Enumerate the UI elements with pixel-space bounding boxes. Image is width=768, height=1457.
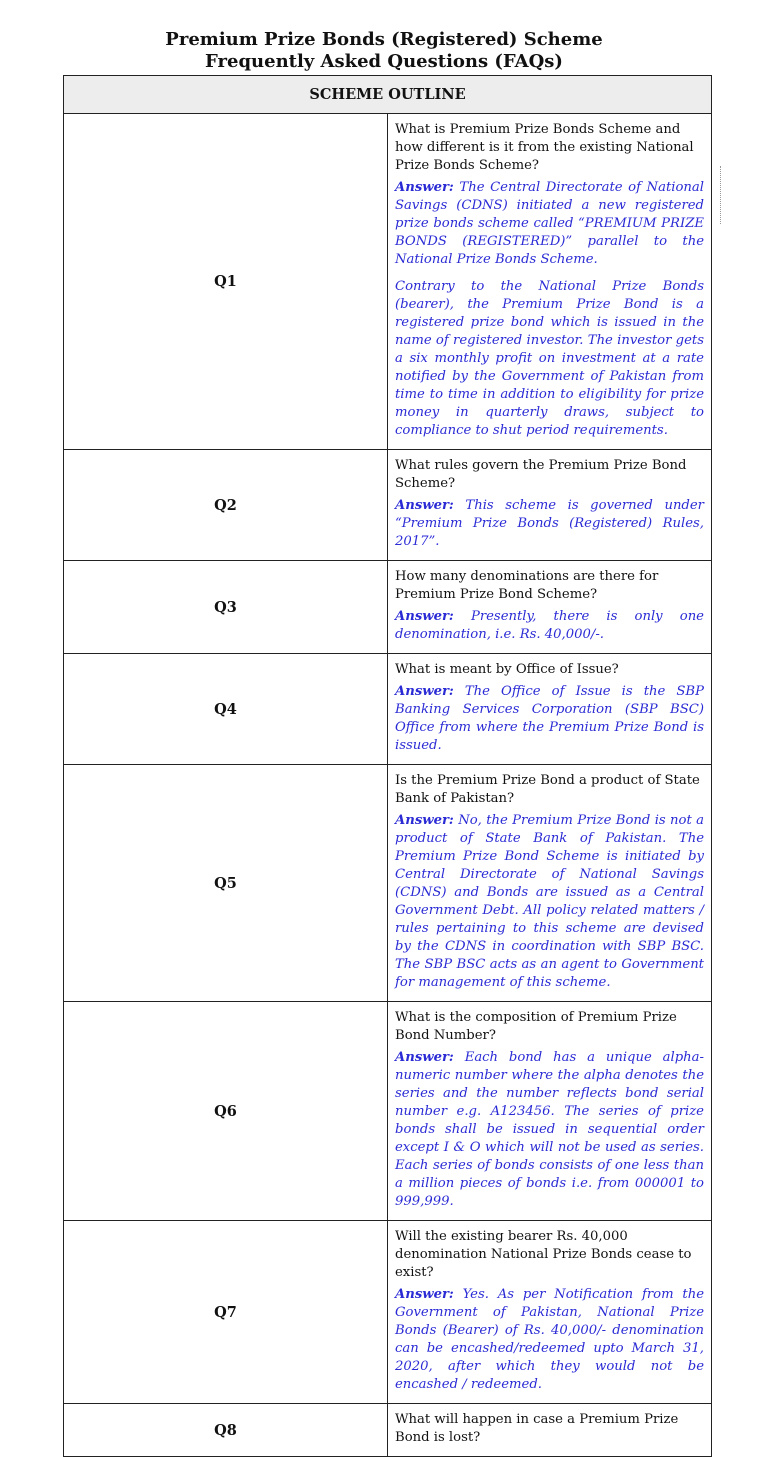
faq-row-q8 xyxy=(64,1404,712,1457)
question-number: Q8 xyxy=(64,1404,388,1457)
question-text: What is Premium Prize Bonds Scheme and how different is it from the existing National Prize Bonds Scheme? xyxy=(395,122,694,173)
answer-text xyxy=(395,179,704,269)
answer-body: This scheme is governed under “Premium Prize Bonds (Registered) Rules, 2017”. xyxy=(395,498,704,549)
faq-row-q2 xyxy=(64,450,712,561)
answer-body: Presently, there is only one denomination, i.e. Rs. 40,000/-. xyxy=(395,609,704,642)
question-text: What rules govern the Premium Prize Bond Scheme? xyxy=(395,458,687,491)
question-text: What will happen in case a Premium Prize Bond is lost? xyxy=(395,1412,679,1445)
question-number: Q7 xyxy=(64,1221,388,1404)
page-subtitle: Frequently Asked Questions (FAQs) xyxy=(205,51,563,72)
question-number: Q4 xyxy=(64,654,388,765)
faq-row-q4 xyxy=(64,654,712,765)
faq-row-q6 xyxy=(64,1002,712,1221)
margin-mark xyxy=(720,166,723,224)
faq-row-q7 xyxy=(64,1221,712,1404)
question-number: Q3 xyxy=(64,561,388,654)
answer-body: No, the Premium Prize Bond is not a product of State Bank of Pakistan. The Premium Prize Bond Scheme is initiated by Central Directorate of National Savings (CDNS) and Bonds are issued as a Central Government Debt. All policy related matters / rules pertaining to this scheme are devised by the CDNS in coordination with SBP BSC. The SBP BSC acts as an agent to Government for management of this scheme. xyxy=(395,813,704,990)
answer-body: Yes. As per Notification from the Government of Pakistan, National Prize Bonds (Bearer) of Rs. 40,000/- denomination can be encashed/redeemed upto March 31, 2020, after which they would not be encashed / redeemed. xyxy=(395,1287,704,1392)
question-number: Q5 xyxy=(64,765,388,1002)
answer-extra-text: Contrary to the National Prize Bonds (bearer), the Premium Prize Bond is a registered prize bond which is issued in the name of registered investor. The investor gets a six monthly profit on investment at a rate notified by the Government of Pakistan from time to time in addition to eligibility for prize money in quarterly draws, subject to compliance to shut period requirements. xyxy=(395,279,704,438)
answer-text xyxy=(395,1049,704,1211)
answer-label: Answer: xyxy=(395,498,454,513)
faq-cell xyxy=(388,1221,712,1404)
faq-cell xyxy=(388,1404,712,1457)
faq-cell xyxy=(388,114,712,450)
answer-text xyxy=(395,497,704,551)
faq-table xyxy=(63,75,712,1457)
question-number: Q1 xyxy=(64,114,388,450)
faq-cell xyxy=(388,654,712,765)
answer-body: Each bond has a unique alpha-numeric number where the alpha denotes the series and the number reflects bond serial number e.g. A123456. The series of prize bonds shall be issued in sequential order except I & O which will not be used as series. Each series of bonds consists of one less than a million pieces of bonds i.e. from 000001 to 999,999. xyxy=(395,1050,704,1209)
question-text: Will the existing bearer Rs. 40,000 denomination National Prize Bonds cease to exist? xyxy=(395,1229,692,1280)
section-title: SCHEME OUTLINE xyxy=(64,76,712,114)
answer-body: The Office of Issue is the SBP Banking Services Corporation (SBP BSC) Office from where the Premium Prize Bond is issued. xyxy=(395,684,704,753)
faq-cell xyxy=(388,765,712,1002)
answer-text xyxy=(395,683,704,755)
faq-cell xyxy=(388,450,712,561)
question-number: Q6 xyxy=(64,1002,388,1221)
page-title: Premium Prize Bonds (Registered) Scheme xyxy=(165,29,603,50)
faq-row-q3 xyxy=(64,561,712,654)
question-text: How many denominations are there for Premium Prize Bond Scheme? xyxy=(395,569,659,602)
answer-label: Answer: xyxy=(395,609,454,624)
question-number: Q2 xyxy=(64,450,388,561)
answer-body: The Central Directorate of National Savings (CDNS) initiated a new registered prize bonds scheme called “PREMIUM PRIZE BONDS (REGISTERED)” parallel to the National Prize Bonds Scheme. xyxy=(395,180,704,267)
answer-text xyxy=(395,608,704,644)
faq-row-q5 xyxy=(64,765,712,1002)
question-text: What is the composition of Premium Prize Bond Number? xyxy=(395,1010,677,1043)
answer-label: Answer: xyxy=(395,1050,454,1065)
answer-text xyxy=(395,1286,704,1394)
faq-cell xyxy=(388,1002,712,1221)
question-text: Is the Premium Prize Bond a product of State Bank of Pakistan? xyxy=(395,773,700,806)
answer-label: Answer: xyxy=(395,180,454,195)
faq-cell xyxy=(388,561,712,654)
answer-label: Answer: xyxy=(395,684,454,699)
question-text: What is meant by Office of Issue? xyxy=(395,662,619,677)
section-header-row xyxy=(64,76,712,114)
answer-text xyxy=(395,812,704,992)
answer-label: Answer: xyxy=(395,813,454,828)
faq-row-q1 xyxy=(64,114,712,450)
answer-label: Answer: xyxy=(395,1287,454,1302)
